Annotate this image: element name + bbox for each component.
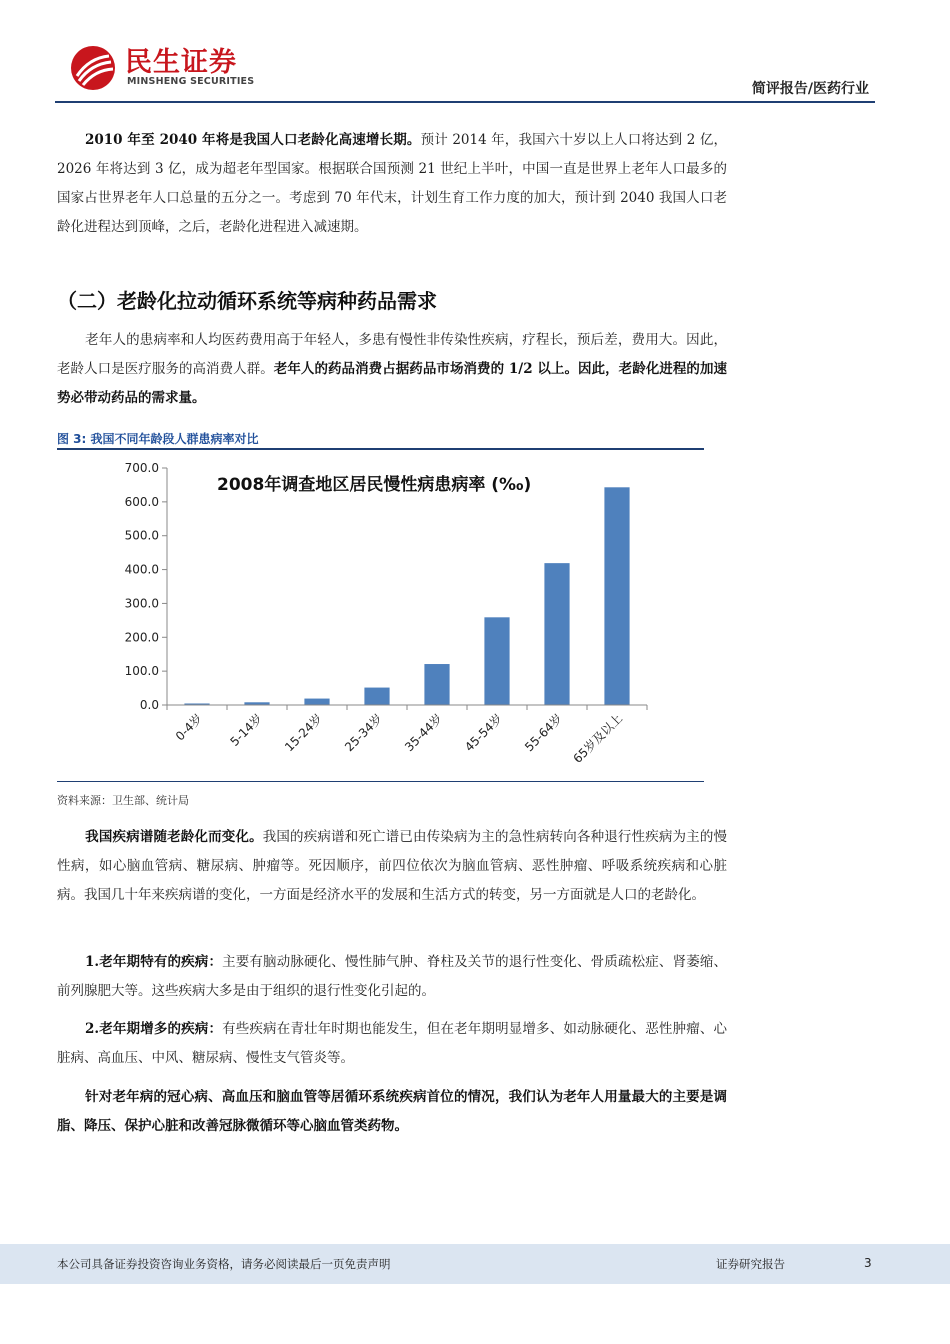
x-tick-label: 15-24岁: [282, 711, 326, 755]
y-tick-label: 600.0: [124, 494, 159, 509]
x-tick-label: 45-54岁: [462, 711, 506, 755]
paragraph-lead-bold: 我国疾病谱随老龄化而变化。: [85, 829, 263, 845]
paragraph-lead-bold: 2010 年至 2040 年将是我国人口老龄化高速增长期。: [85, 132, 421, 148]
page-number: 3: [864, 1256, 872, 1270]
footer-report-label: 证券研究报告: [716, 1257, 785, 1271]
footer-disclaimer: 本公司具备证券投资咨询业务资格，请务必阅读最后一页免责声明: [57, 1257, 391, 1271]
minsheng-logo-icon: [69, 44, 117, 92]
paragraph-body: 预计 2014 年，我国六十岁以上人口将达到 2 亿，2026 年将达到 3 亿，成为超老年型国家。根据联合国预测 21 世纪上半叶，中国一直是世界上老年人口最多的国家占世界老年人口总量的五分之一。考虑到 70 年代末，计划生育工作力度的加大，预计到 2040 我国人口老龄化进程达到顶峰，之后，老龄化进程进入减速期。: [57, 132, 727, 235]
section-title: （二）老龄化拉动循环系统等病种药品需求: [57, 289, 437, 313]
paragraph-body: 主要有脑动脉硬化、慢性肺气肿、脊柱及关节的退行性变化、骨质疏松症、肾萎缩、前列腺肥大等。这些疾病大多是由于组织的退行性变化引起的。: [57, 954, 728, 999]
x-axis: [167, 705, 647, 766]
report-type-label: 简评报告/医药行业: [751, 81, 869, 97]
x-tick-label: 55-64岁: [522, 711, 566, 755]
bar-7: [544, 563, 569, 705]
page-footer: [0, 1244, 950, 1284]
paragraph-emphasis-bold: 老年人的药品消费占据药品市场消费的 1/2 以上。因此，老龄化进程的加速势必带动药品的需求量。: [57, 361, 727, 406]
logo-name-en: MINSHENG SECURITIES: [127, 76, 255, 87]
bar-5: [424, 664, 449, 705]
paragraph-conclusion: [57, 1083, 727, 1141]
bar-8: [604, 487, 629, 705]
y-tick-label: 0.0: [139, 698, 159, 712]
y-tick-label: 500.0: [124, 528, 159, 543]
paragraph-lead-bold: 2.老年期增多的疾病：: [85, 1021, 223, 1037]
figure-top-rule: [57, 448, 704, 450]
paragraph-lead-bold: 1.老年期特有的疾病：: [85, 954, 223, 970]
y-tick-label: 300.0: [124, 596, 159, 611]
paragraph-body: 老年人的患病率和人均医药费用高于年轻人，多患有慢性非传染性疾病，疗程长，预后差，费用大。因此，老龄人口是医疗服务的高消费人群。: [57, 332, 727, 377]
chart-title: 2008年调查地区居民慢性病患病率 (‰): [217, 475, 532, 495]
paragraph-body: 我国的疾病谱和死亡谱已由传染病为主的急性病转向各种退行性疾病为主的慢性病，如心脑血管病、糖尿病、肿瘤等。死因顺序，前四位依次为脑血管病、恶性肿瘤、呼吸系统疾病和心脏病。我国几十年来疾病谱的变化，一方面是经济水平的发展和生活方式的转变，另一方面就是人口的老龄化。: [57, 829, 727, 903]
paragraph-disease-spectrum: [57, 823, 727, 910]
paragraph-elderly-increasing-diseases: [57, 1015, 727, 1073]
page-header: [55, 38, 875, 104]
logo-name-cn: 民生证券: [125, 47, 237, 78]
bar-6: [484, 617, 509, 705]
paragraph-aging-growth: [57, 126, 727, 242]
paragraph-body: 有些疾病在青壮年时期也能发生，但在老年期明显增多、如动脉硬化、恶性肿瘤、心脏病、高血压、中风、糖尿病、慢性支气管炎等。: [57, 1021, 728, 1066]
figure-title: 图 3: 我国不同年龄段人群患病率对比: [57, 432, 259, 446]
y-tick-label: 100.0: [124, 664, 159, 679]
header-divider: [55, 101, 875, 103]
x-tick-label: 65岁及以上: [570, 711, 626, 766]
paragraph-drug-consumption: [57, 326, 727, 413]
chronic-disease-bar-chart: [57, 452, 704, 780]
bars-group: [184, 487, 629, 705]
bar-4: [364, 688, 389, 705]
y-tick-label: 200.0: [124, 630, 159, 645]
y-tick-label: 700.0: [124, 461, 159, 475]
x-tick-label: 0-4岁: [172, 711, 206, 744]
bar-3: [304, 699, 329, 705]
x-tick-label: 25-34岁: [342, 711, 386, 755]
x-tick-label: 35-44岁: [402, 711, 446, 755]
figure-bottom-rule: [57, 781, 704, 782]
paragraph-elderly-specific-diseases: [57, 948, 727, 1006]
x-tick-label: 5-14岁: [227, 711, 266, 749]
y-axis: [125, 461, 167, 712]
paragraph-conclusion-bold: 针对老年病的冠心病、高血压和脑血管等居循环系统疾病首位的情况，我们认为老年人用量最大的主要是调脂、降压、保护心脏和改善冠脉微循环等心脑血管类药物。: [57, 1089, 727, 1134]
figure-source: 资料来源：卫生部、统计局: [57, 794, 189, 807]
y-tick-label: 400.0: [124, 562, 159, 577]
